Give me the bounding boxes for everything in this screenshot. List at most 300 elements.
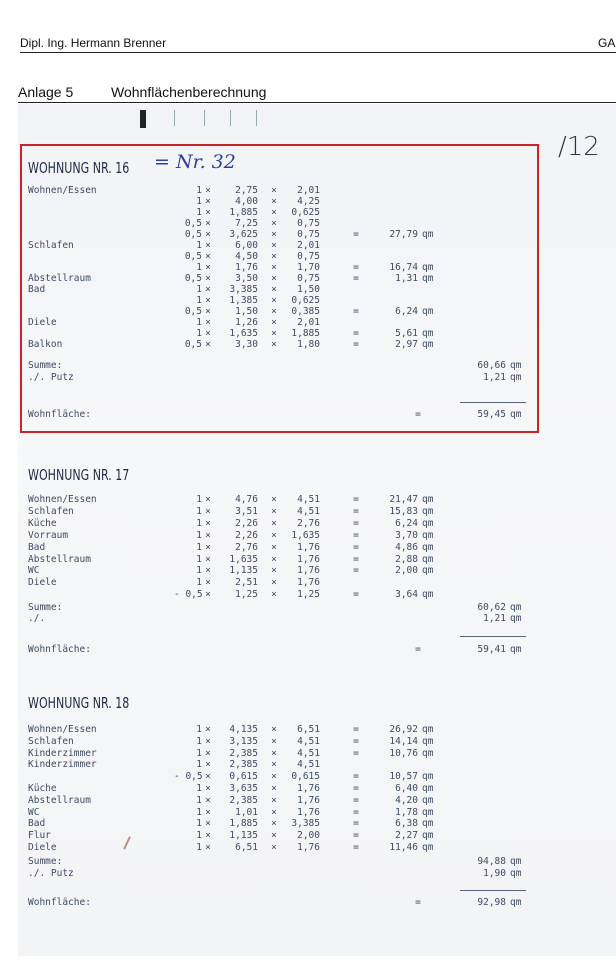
times-sign: × [271,771,277,783]
room-area: 11,46 [389,842,418,853]
area-unit: qm [422,517,434,529]
times-sign: × [271,541,277,553]
factor: 1 [196,529,202,541]
summary-row [28,602,528,613]
room-label: Abstellraum [28,273,91,284]
times-sign: × [205,842,211,853]
times-sign: × [205,339,211,350]
times-sign: × [271,185,277,196]
factor: 1 [196,783,202,794]
times-sign: × [205,185,211,196]
area-unit: qm [422,724,434,735]
room-area: 1,31 [395,273,418,284]
calc-row [28,251,528,262]
calc-row [28,339,528,350]
dimension-b: 1,76 [297,553,320,565]
times-sign: × [271,589,277,601]
room-label: Balkon [28,339,63,350]
room-area: 10,76 [389,747,418,759]
calc-row [28,842,528,853]
summary-row [28,856,528,867]
factor: 1 [196,517,202,529]
dimension-a: 1,885 [229,207,258,218]
equals-sign: = [415,409,421,420]
room-area: 2,97 [395,339,418,350]
area-unit: qm [422,842,434,853]
room-label: Abstellraum [28,794,91,806]
dimension-b: 0,625 [291,295,320,306]
times-sign: × [205,240,211,251]
calc-row [28,736,528,747]
times-sign: × [205,218,211,229]
room-area: 2,88 [395,553,418,565]
times-sign: × [205,541,211,553]
calc-row [28,494,528,505]
room-area: 5,61 [395,328,418,339]
equals-sign: = [353,842,359,853]
times-sign: × [271,577,277,589]
calc-row [28,807,528,818]
summary-label: Wohnfläche: [28,897,91,908]
summary-label: ./. Putz [28,868,74,879]
apartment-title: WOHNUNG NR. 17 [28,466,130,484]
equals-sign: = [353,339,359,350]
dimension-b: 1,50 [297,284,320,295]
times-sign: × [205,328,211,339]
times-sign: × [271,196,277,207]
factor: 1 [196,541,202,553]
room-label: Diele [28,842,57,853]
area-unit: qm [510,897,522,908]
equals-sign: = [353,262,359,273]
factor: 1 [196,724,202,735]
dimension-b: 0,615 [291,771,320,783]
factor: 1 [196,284,202,295]
factor: 0,5 [184,273,202,284]
room-label: Wohnen/Essen [28,494,97,505]
dimension-a: 3,625 [229,229,258,240]
times-sign: × [271,240,277,251]
room-label: Abstellraum [28,553,91,565]
times-sign: × [205,783,211,794]
area-unit: qm [422,565,434,577]
room-area: 27,79 [389,229,418,240]
handwritten-note: = Nr. 32 [154,151,236,173]
dimension-b: 4,51 [297,747,320,759]
dimension-b: 0,385 [291,306,320,317]
factor: 0,5 [184,251,202,262]
equals-sign: = [353,229,359,240]
times-sign: × [205,196,211,207]
calc-row [28,207,528,218]
factor: 1 [196,185,202,196]
dimension-a: 2,26 [235,529,258,541]
summary-label: ./. [28,613,46,624]
living-area-row [28,644,528,655]
dimension-a: 1,885 [229,818,258,830]
area-unit: qm [422,494,434,505]
room-area: 21,47 [389,494,418,505]
times-sign: × [271,783,277,794]
factor: 0,5 [184,339,202,350]
factor: 1 [196,295,202,306]
room-area: 6,40 [395,783,418,794]
room-label: Wohnen/Essen [28,185,97,196]
calc-row [28,240,528,251]
dimension-a: 3,30 [235,339,258,350]
summary-row [28,360,528,371]
dimension-a: 7,25 [235,218,258,229]
room-label: WC [28,565,40,577]
summary-label: Summe: [28,602,63,613]
area-unit: qm [422,794,434,806]
factor: 1 [196,317,202,328]
times-sign: × [271,284,277,295]
times-sign: × [271,273,277,284]
room-label: Kinderzimmer [28,759,97,771]
times-sign: × [271,735,277,747]
equals-sign: = [353,494,359,505]
dimension-a: 4,135 [229,724,258,735]
times-sign: × [271,317,277,328]
times-sign: × [205,306,211,317]
header-author: Dipl. Ing. Hermann Brenner [20,36,167,50]
dimension-a: 1,635 [229,553,258,565]
area-unit: qm [422,262,434,273]
times-sign: × [205,295,211,306]
equals-sign: = [353,783,359,794]
dimension-a: 1,26 [235,317,258,328]
room-label: Schlafen [28,240,74,251]
times-sign: × [205,735,211,747]
dimension-b: 1,76 [297,794,320,806]
factor: - 0,5 [174,589,203,601]
calc-row [28,506,528,517]
factor: 1 [196,747,202,759]
factor: 1 [196,759,202,771]
dimension-a: 3,635 [229,783,258,794]
factor: 1 [196,806,202,818]
area-unit: qm [422,818,434,830]
equals-sign: = [353,273,359,284]
factor: - 0,5 [174,771,203,783]
area-unit: qm [422,306,434,317]
sum-underline [460,890,526,891]
room-area: 4,20 [395,794,418,806]
area-unit: qm [422,541,434,553]
times-sign: × [205,505,211,517]
area-unit: qm [510,409,522,420]
times-sign: × [205,577,211,589]
area-unit: qm [422,771,434,783]
dimension-a: 1,385 [229,295,258,306]
equals-sign: = [353,806,359,818]
area-unit: qm [422,505,434,517]
factor: 1 [196,196,202,207]
calc-row [28,771,528,782]
summary-row [28,868,528,879]
dimension-a: 2,51 [235,577,258,589]
times-sign: × [205,494,211,505]
area-unit: qm [422,806,434,818]
area-unit: qm [422,339,434,350]
summary-value: 92,98 [477,897,506,908]
room-label: Bad [28,541,46,553]
equals-sign: = [353,553,359,565]
factor: 1 [196,577,202,589]
dimension-a: 1,635 [229,328,258,339]
room-area: 6,38 [395,818,418,830]
times-sign: × [271,529,277,541]
room-area: 2,27 [395,830,418,842]
times-sign: × [271,565,277,577]
dimension-a: 1,01 [235,806,258,818]
calc-row [28,724,528,735]
room-area: 6,24 [395,517,418,529]
dimension-a: 1,135 [229,830,258,842]
dimension-a: 1,25 [235,589,258,601]
times-sign: × [205,529,211,541]
dimension-a: 6,51 [235,842,258,853]
scanned-page [18,104,616,956]
dimension-b: 4,25 [297,196,320,207]
calc-row [28,306,528,317]
summary-label: Summe: [28,360,63,371]
factor: 1 [196,794,202,806]
dimension-b: 2,00 [297,830,320,842]
room-area: 2,00 [395,565,418,577]
times-sign: × [271,328,277,339]
area-unit: qm [422,328,434,339]
dimension-a: 3,51 [235,505,258,517]
area-unit: qm [422,747,434,759]
dimension-b: 0,75 [297,229,320,240]
times-sign: × [271,553,277,565]
summary-value: 60,66 [477,360,506,371]
summary-value: 94,88 [477,856,506,867]
equals-sign: = [415,644,421,655]
room-label: Diele [28,577,57,589]
room-label: Küche [28,783,57,794]
times-sign: × [271,517,277,529]
area-unit: qm [422,529,434,541]
room-label: Küche [28,517,57,529]
times-sign: × [271,806,277,818]
times-sign: × [271,505,277,517]
header-right-text: GA [598,36,616,50]
equals-sign: = [353,724,359,735]
times-sign: × [205,724,211,735]
anlage-number: Anlage 5 [18,84,74,100]
apartment-calculation-block [28,151,538,439]
room-area: 26,92 [389,724,418,735]
equals-sign: = [353,328,359,339]
dimension-b: 2,01 [297,185,320,196]
calc-row [28,589,528,600]
times-sign: × [271,724,277,735]
factor: 1 [196,553,202,565]
times-sign: × [205,806,211,818]
times-sign: × [205,229,211,240]
room-label: Kinderzimmer [28,747,97,759]
calc-row [28,284,528,295]
factor: 1 [196,207,202,218]
equals-sign: = [353,771,359,783]
calc-row [28,818,528,829]
room-area: 10,57 [389,771,418,783]
sum-underline [460,402,526,403]
summary-value: 1,21 [483,613,506,624]
summary-value: 59,45 [477,409,506,420]
dimension-b: 1,80 [297,339,320,350]
dimension-b: 0,75 [297,273,320,284]
room-area: 4,86 [395,541,418,553]
equals-sign: = [353,565,359,577]
room-label: Schlafen [28,505,74,517]
area-unit: qm [510,613,522,624]
dimension-a: 0,615 [229,771,258,783]
calc-row [28,273,528,284]
calc-row [28,830,528,841]
equals-sign: = [353,747,359,759]
room-label: Bad [28,818,46,830]
dimension-b: 1,76 [297,842,320,853]
times-sign: × [205,207,211,218]
equals-sign: = [353,541,359,553]
dimension-a: 1,76 [235,262,258,273]
factor: 1 [196,240,202,251]
calc-row [28,229,528,240]
times-sign: × [205,747,211,759]
summary-value: 1,90 [483,868,506,879]
apartment-title: WOHNUNG NR. 18 [28,694,130,712]
room-area: 15,83 [389,505,418,517]
factor: 1 [196,830,202,842]
times-sign: × [271,251,277,262]
times-sign: × [271,759,277,771]
dimension-b: 1,76 [297,565,320,577]
equals-sign: = [415,897,421,908]
room-label: Flur [28,830,51,842]
times-sign: × [271,229,277,240]
times-sign: × [271,794,277,806]
anlage-heading [18,84,616,103]
room-area: 1,78 [395,806,418,818]
dimension-b: 1,885 [291,328,320,339]
dimension-b: 6,51 [297,724,320,735]
times-sign: × [271,306,277,317]
dimension-b: 3,385 [291,818,320,830]
equals-sign: = [353,794,359,806]
summary-value: 60,62 [477,602,506,613]
times-sign: × [271,842,277,853]
times-sign: × [271,339,277,350]
room-label: Bad [28,284,46,295]
times-sign: × [271,218,277,229]
equals-sign: = [353,505,359,517]
calc-row [28,317,528,328]
times-sign: × [205,830,211,842]
room-area: 3,64 [395,589,418,601]
factor: 0,5 [184,229,202,240]
dimension-b: 2,76 [297,517,320,529]
equals-sign: = [353,589,359,601]
times-sign: × [271,262,277,273]
summary-label: Wohnfläche: [28,409,91,420]
times-sign: × [205,794,211,806]
times-sign: × [205,759,211,771]
dimension-b: 1,76 [297,541,320,553]
area-unit: qm [422,229,434,240]
dimension-b: 1,76 [297,806,320,818]
times-sign: × [271,295,277,306]
factor: 1 [196,735,202,747]
calc-row [28,218,528,229]
summary-label: Wohnfläche: [28,644,91,655]
times-sign: × [205,262,211,273]
living-area-row [28,897,528,908]
calc-row [28,196,528,207]
room-label: Wohnen/Essen [28,724,97,735]
room-label: WC [28,806,40,818]
area-unit: qm [510,602,522,613]
room-label: Schlafen [28,735,74,747]
calc-row [28,542,528,553]
summary-value: 59,41 [477,644,506,655]
times-sign: × [205,818,211,830]
calc-row [28,295,528,306]
dimension-a: 3,50 [235,273,258,284]
times-sign: × [205,517,211,529]
room-label: Vorraum [28,529,69,541]
dimension-b: 1,70 [297,262,320,273]
equals-sign: = [353,306,359,317]
summary-row [28,372,528,383]
dimension-a: 2,75 [235,185,258,196]
dimension-b: 4,51 [297,735,320,747]
times-sign: × [205,771,211,783]
area-unit: qm [510,644,522,655]
times-sign: × [205,284,211,295]
room-area: 14,14 [389,735,418,747]
dimension-a: 4,50 [235,251,258,262]
calc-row [28,748,528,759]
dimension-b: 0,625 [291,207,320,218]
area-unit: qm [510,868,522,879]
factor: 0,5 [184,218,202,229]
times-sign: × [271,494,277,505]
area-unit: qm [422,553,434,565]
factor: 1 [196,505,202,517]
dimension-a: 3,385 [229,284,258,295]
dimension-a: 2,385 [229,794,258,806]
summary-row [28,613,528,624]
page-header [20,36,616,53]
equals-sign: = [353,830,359,842]
apartment-calculation-block [28,694,538,974]
area-unit: qm [422,589,434,601]
times-sign: × [205,273,211,284]
living-area-row [28,409,528,420]
dimension-a: 2,385 [229,747,258,759]
room-area: 3,70 [395,529,418,541]
factor: 1 [196,328,202,339]
times-sign: × [205,553,211,565]
area-unit: qm [510,360,522,371]
dimension-b: 2,01 [297,317,320,328]
summary-label: ./. Putz [28,372,74,383]
dimension-a: 1,135 [229,565,258,577]
